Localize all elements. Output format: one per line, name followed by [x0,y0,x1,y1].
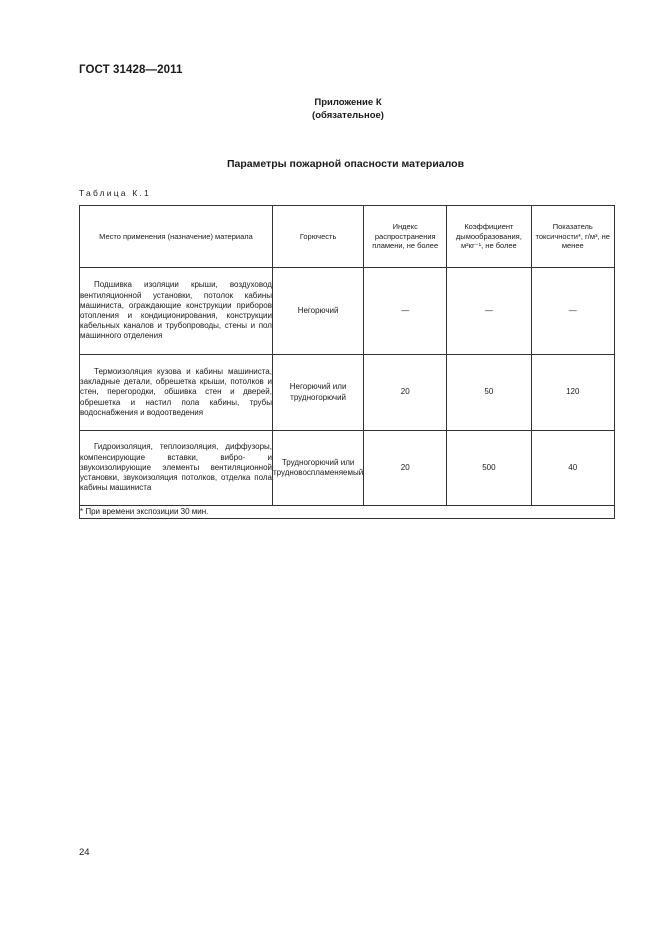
cell-place: Подшивка изоляции крыши, воздуховод вентиляционной установки, потолок кабины машиниста, ограждающие конструкции приборов отопления и кондиционирования, конструкции кабельных каналов и трубопроводы, стены и пол машинного отделения [80,268,273,355]
cell-toxicity: 120 [531,355,615,431]
header-flame-index: Индекс распространения пламени, не более [364,206,447,268]
section-title: Параметры пожарной опасности материалов [226,158,465,170]
cell-toxicity: 40 [531,431,615,506]
cell-flame-index: — [364,268,447,355]
cell-smoke-coefficient: 50 [447,355,531,431]
footnote-row [80,506,615,519]
cell-toxicity: — [531,268,615,355]
header-toxicity: Показатель токсичности*, г/м³, не менее [531,206,615,268]
table-caption: Таблица К.1 [79,188,151,198]
fire-hazard-table [79,205,615,519]
cell-smoke-coefficient: — [447,268,531,355]
table-header-row [80,206,615,268]
standard-header: ГОСТ 31428—2011 [79,64,183,76]
header-place: Место применения (назначение) материала [80,206,273,268]
cell-flammability: Трудногорючий или трудновоспламеняемый [272,431,363,506]
annex-heading [0,96,661,122]
cell-smoke-coefficient: 500 [447,431,531,506]
table-row [80,355,615,431]
cell-flame-index: 20 [364,355,447,431]
cell-flame-index: 20 [364,431,447,506]
cell-flammability: Негорючий [272,268,363,355]
cell-flammability: Негорючий или трудногорючий [272,355,363,431]
annex-status: (обязательное) [312,110,384,121]
table-row [80,268,615,355]
header-flammability: Горючесть [272,206,363,268]
table-footnote: * При времени экспозиции 30 мин. [80,506,615,519]
cell-place: Термоизоляция кузова и кабины машиниста, закладные детали, обрешетка крыши, потолков и стен, перегородки, обшивка стен и дверей, обрешетка и настил пола кабины, трубы водоснабжения и водоотведения [80,355,273,431]
annex-title: Приложение К [314,97,382,108]
table-row [80,431,615,506]
header-smoke-coefficient: Коэффициент дымообразования, м²кг⁻¹, не более [447,206,531,268]
cell-place: Гидроизоляция, теплоизоляция, диффузоры, компенсирующие вставки, вибро- и звукоизолирующие элементы вентиляционной установки, звукоизоляция потолков, отделка пола кабины машиниста [80,431,273,506]
page-number: 24 [79,847,90,858]
